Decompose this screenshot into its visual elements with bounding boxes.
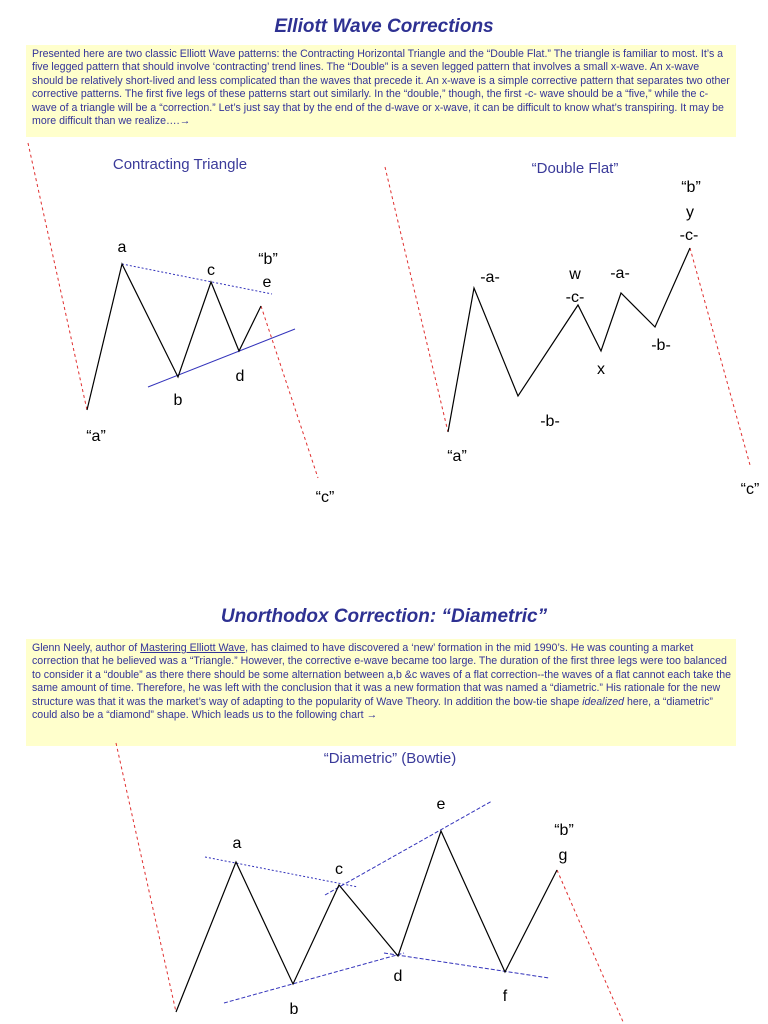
diametric-label-big-b: “b”	[554, 822, 574, 839]
triangle-label-a: a	[117, 239, 127, 256]
triangle-label-start-a: “a”	[86, 428, 106, 445]
diametric-lower-right-trend-line	[384, 953, 549, 978]
triangle-lower-trend-line	[148, 329, 295, 387]
diametric-lower-left-trend-line	[224, 953, 404, 1003]
double-flat-label-start-a: “a”	[447, 448, 467, 465]
double-flat-next-wave-dashed-line	[690, 248, 750, 465]
triangle-prior-wave-dashed-line	[28, 143, 87, 410]
double-flat-label-c1: -c-	[565, 289, 585, 306]
double-flat-prior-wave-dashed-line	[385, 167, 448, 432]
diametric-label-g: g	[558, 847, 568, 864]
book-title: Mastering Elliott Wave	[140, 642, 246, 654]
section-2-title: Unorthodox Correction: “Diametric”	[220, 606, 548, 627]
diametric-label-f: f	[502, 988, 508, 1005]
diametric-label-d: d	[393, 968, 403, 985]
section-2-intro-part-1: Glenn Neely, author of	[32, 642, 141, 654]
double-flat-label-b2: -b-	[651, 337, 671, 354]
double-flat-label-x: x	[597, 361, 605, 378]
diametric-label-a: a	[232, 835, 242, 852]
double-flat-label-w: w	[569, 266, 581, 283]
section-2-intro-part-2: , has claimed to have discovered a ‘new’ formation in the mid 1990’s. He was counting a market correction that he believed was a “Triangle.” However, the corrective e-wave became too large. The duration of the first three legs were too balanced to consider it a “double” as there there should be some alternation between a,b &c waves of a flat correction--the waves of a flat cannot each take the same amount of time. Therefore, he was left with the conclusion that it was a new formation that was named a “diametric.” His rationale for the new structure was that it was the market’s way of adapting to the popularity of Wave Theory. In addition the bow-tie shape	[32, 642, 732, 708]
diametric-label-e: e	[436, 796, 446, 813]
section-1-intro: Presented here are two classic Elliott Wave patterns: the Contracting Horizontal Triangle and the “Double Flat.” The triangle is familiar to most. It’s a five legged pattern that should involve ‘contracting’ trend lines. The “Double” is a seven legged pattern that involves a small x-wave. An x-wave should be relatively short-lived and less complicated than the waves that precede it. An x-wave is a simple corrective pattern that separates two other corrective patterns. The first five legs of these patterns start out similarly. In the “double,” though, the first -c- wave should be a “five,” while the c-wave of a triangle will be a “correction.” Let’s just say that by the end of the d-wave or x-wave, it can be difficult to know what’s transpiring. It may be more difficult than we realize….→	[26, 45, 736, 137]
triangle-next-wave-dashed-line	[261, 306, 318, 478]
triangle-upper-trend-line	[122, 264, 272, 294]
double-flat-label-a1: -a-	[480, 269, 500, 286]
triangle-label-c: c	[207, 262, 215, 279]
double-flat-label-a2: -a-	[610, 265, 630, 282]
triangle-label-big-b: “b”	[258, 251, 278, 268]
double-flat-label-b1: -b-	[540, 413, 560, 430]
diametric-label-c: c	[335, 861, 343, 878]
contracting-triangle-diagram	[28, 143, 334, 506]
diametric-caption: “Diametric” (Bowtie)	[323, 750, 457, 767]
triangle-label-e: e	[262, 274, 272, 291]
triangle-label-b: b	[173, 392, 183, 409]
diametric-wave-path	[176, 831, 557, 1012]
emphasis-idealized: idealized	[582, 695, 625, 708]
section-2-intro-part-3: here, a “diametric” could also be a “diamond” shape. Which leads us to the following chart →	[32, 695, 713, 722]
diametric-prior-wave-dashed-line	[116, 743, 176, 1012]
double-flat-diagram	[385, 160, 759, 498]
triangle-label-big-c: “c”	[315, 489, 335, 506]
diametric-next-wave-dashed-line	[557, 870, 624, 1024]
diametric-upper-right-trend-line	[325, 801, 492, 895]
double-flat-label-c2: -c-	[679, 227, 699, 244]
section-1-title: Elliott Wave Corrections	[274, 16, 494, 37]
double-flat-label-y: y	[686, 204, 694, 221]
triangle-caption: Contracting Triangle	[112, 156, 248, 173]
double-flat-caption: “Double Flat”	[531, 160, 619, 177]
diametric-label-b: b	[289, 1001, 299, 1018]
diametric-diagram	[116, 743, 624, 1024]
double-flat-label-big-b: “b”	[681, 179, 701, 196]
triangle-wave-path	[87, 264, 261, 410]
double-flat-label-big-c: “c”	[740, 481, 760, 498]
triangle-label-d: d	[235, 368, 245, 385]
